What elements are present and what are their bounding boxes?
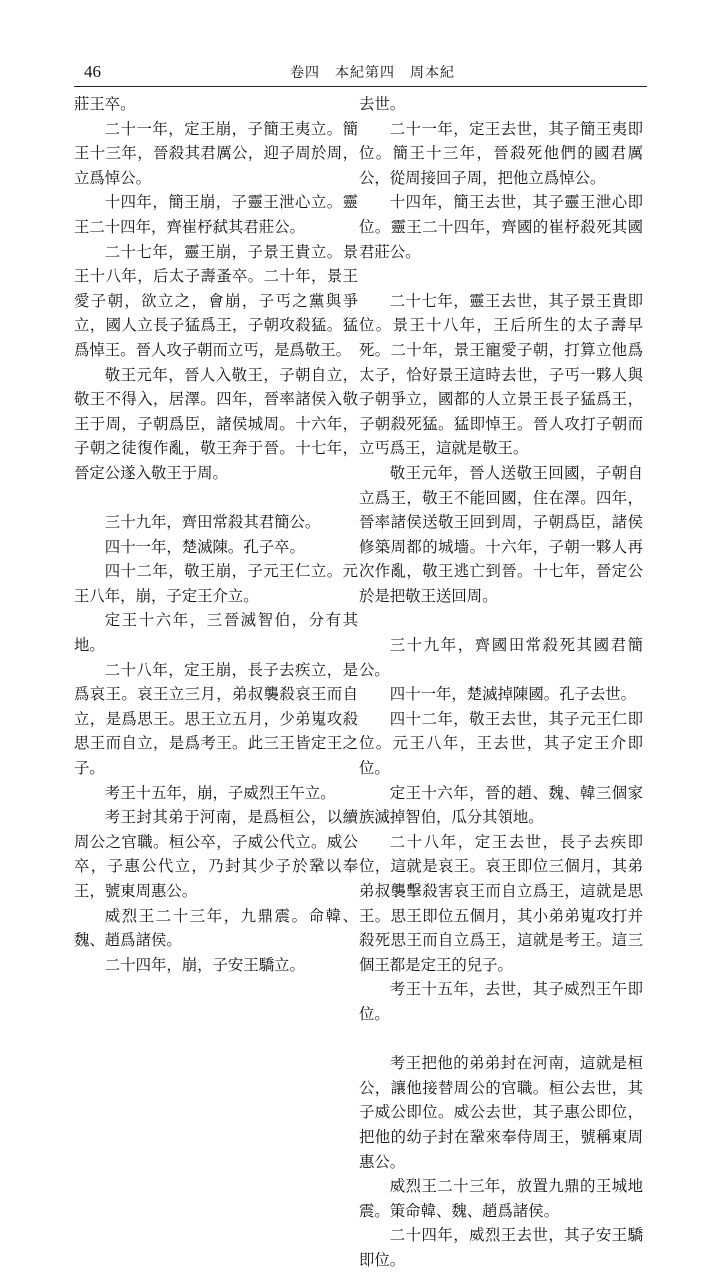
translation-paragraph: 敬王元年，晉人送敬王回國，子朝自立爲王，敬王不能回國，住在澤。四年，晉率諸侯送敬王回到周，子朝爲臣，諸侯修築周都的城墻。十六年，子朝一夥人再次作亂，敬王逃亡到晉。十七年，晉定公於是把敬王送回周。 xyxy=(359,463,643,605)
original-paragraph: 二十一年，定王崩，子簡王夷立。簡王十三年，晉殺其君厲公，迎子周於周，立爲悼公。 xyxy=(74,119,358,187)
translation-paragraph: 三十九年，齊國田常殺死其國君簡公。 xyxy=(359,636,643,679)
translation-paragraph: 考王把他的弟弟封在河南，這就是桓公，讓他接替周公的官職。桓公去世，其子威公即位。威公去世，其子惠公即位，把他的幼子封在鞏來奉侍周王，號稱東周惠公。 xyxy=(359,1054,643,1171)
translation-column xyxy=(359,92,643,1273)
original-paragraph: 定王十六年，三晉滅智伯，分有其地。 xyxy=(74,611,358,655)
original-paragraph: 莊王卒。 xyxy=(74,95,136,113)
translation-paragraph: 四十一年，楚滅掉陳國。孔子去世。 xyxy=(389,685,637,704)
translation-paragraph: 威烈王二十三年，放置九鼎的王城地震。策命韓、魏、趙爲諸侯。 xyxy=(359,1177,643,1220)
running-header xyxy=(0,62,716,86)
original-paragraph: 三十九年，齊田常殺其君簡公。 xyxy=(104,513,321,532)
header-rule xyxy=(74,86,647,87)
original-paragraph: 二十四年，崩，子安王驕立。 xyxy=(104,955,305,974)
translation-paragraph: 二十一年，定王去世，其子簡王夷即位。簡王十三年，晉殺死他們的國君厲公，從周接回子周，把他立爲悼公。 xyxy=(359,119,643,187)
translation-paragraph: 十四年，簡王去世，其子靈王泄心即位。靈王二十四年，齊國的崔杼殺死其國君莊公。 xyxy=(359,193,643,261)
original-text-column xyxy=(74,92,358,977)
translation-paragraph: 去世。 xyxy=(359,95,406,113)
page-number: 46 xyxy=(84,62,101,81)
original-paragraph: 威烈王二十三年，九鼎震。命韓、魏、趙爲諸侯。 xyxy=(74,906,358,950)
translation-paragraph: 定王十六年，晉的趙、魏、韓三個家族滅掉智伯，瓜分其領地。 xyxy=(359,783,643,827)
original-paragraph: 二十七年，靈王崩，子景王貴立。景王十八年，后太子壽蚤卒。二十年，景王愛子朝，欲立之，會崩，子丐之黨與爭立，國人立長子猛爲王，子朝攻殺猛。猛爲悼王。晉人攻子朝而立丐，是爲敬王。 xyxy=(74,242,358,359)
running-title: 卷四 本紀第四 周本紀 xyxy=(290,65,455,81)
original-paragraph: 二十八年，定王崩，長子去疾立，是爲哀王。哀王立三月，弟叔襲殺哀王而自立，是爲思王。思王立五月，少弟嵬攻殺思王而自立，是爲考王。此三王皆定王之子。 xyxy=(74,660,358,778)
original-paragraph: 十四年，簡王崩，子靈王泄心立。靈王二十四年，齊崔杼弑其君莊公。 xyxy=(74,193,358,236)
translation-paragraph: 二十七年，靈王去世，其子景王貴即位。景王十八年，王后所生的太子壽早死。二十年，景王寵愛子朝，打算立他爲太子，恰好景王這時去世，子丐一夥人與子朝爭立，國都的人立景王長子猛爲王，子朝殺死猛。猛即悼王。晉人攻打子朝而立丐爲王，這就是敬王。 xyxy=(359,291,643,458)
original-paragraph: 四十二年，敬王崩，子元王仁立。元王八年，崩，子定王介立。 xyxy=(74,562,358,605)
original-paragraph: 考王封其弟于河南，是爲桓公，以續周公之官職。桓公卒，子威公代立。威公卒，子惠公代立，乃封其少子於鞏以奉王，號東周惠公。 xyxy=(74,808,358,900)
translation-paragraph: 二十八年，定王去世，長子去疾即位，這就是哀王。哀王即位三個月，其弟弟叔襲擊殺害哀王而自立爲王，這就是思王。思王即位五個月，其小弟弟嵬攻打并殺死思王而自立爲王，這就是考王。這三個王都是定王的兒子。 xyxy=(359,832,643,974)
original-paragraph: 四十一年，楚滅陳。孔子卒。 xyxy=(104,537,305,556)
original-paragraph: 敬王元年，晉人入敬王，子朝自立，敬王不得入，居澤。四年，晉率諸侯入敬王于周，子朝爲臣，諸侯城周。十六年，子朝之徒復作亂，敬王奔于晉。十七年，晉定公遂入敬王于周。 xyxy=(74,365,358,482)
translation-paragraph: 二十四年，威烈王去世，其子安王驕即位。 xyxy=(359,1226,643,1269)
translation-paragraph: 考王十五年，去世，其子威烈王午即位。 xyxy=(359,980,643,1023)
original-paragraph: 考王十五年，崩，子威烈王午立。 xyxy=(104,783,336,802)
translation-paragraph: 四十二年，敬王去世，其子元王仁即位。元王八年，王去世，其子定王介即位。 xyxy=(359,709,643,778)
